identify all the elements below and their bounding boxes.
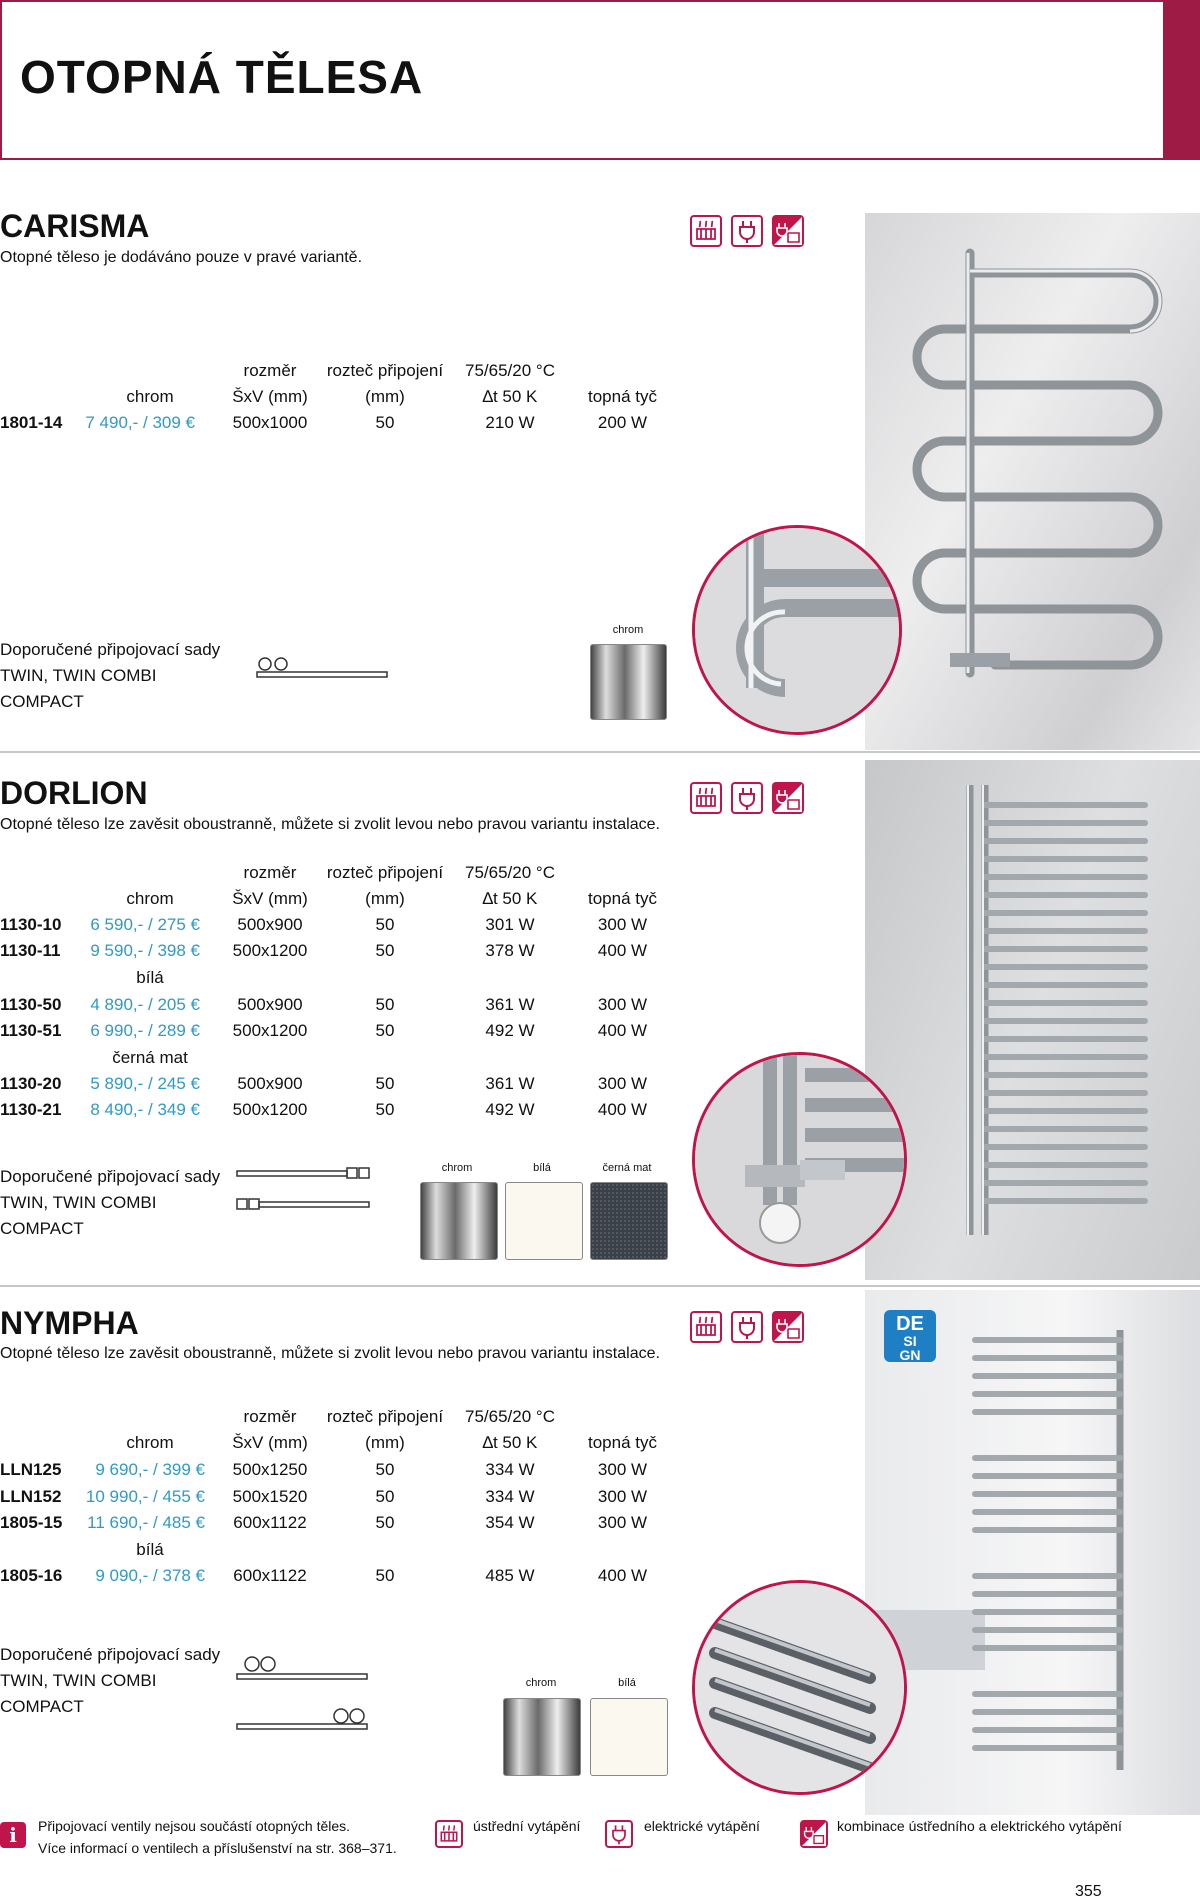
- swatch-chrom: [420, 1182, 498, 1260]
- connection-kit-icon: [235, 1165, 375, 1215]
- table-row-rod: 300 W: [597, 1460, 648, 1479]
- nympha-col-rod: topná tyč: [588, 1433, 657, 1452]
- dorlion-group-black: černá mat: [112, 1048, 188, 1067]
- central-heating-icon: [690, 215, 722, 247]
- swatch-black-matte: [590, 1182, 668, 1260]
- table-row-spacing: 50: [375, 1100, 395, 1119]
- table-row-output: 354 W: [485, 1513, 535, 1532]
- table-row-spacing: 50: [375, 1074, 395, 1093]
- nympha-col-size-bottom: ŠxV (mm): [232, 1433, 308, 1452]
- table-row-output: 378 W: [485, 941, 535, 960]
- table-row-output: 334 W: [485, 1460, 535, 1479]
- section-divider: [0, 751, 1200, 753]
- combined-heating-icon: [772, 1311, 804, 1343]
- connection-kit-icon: [255, 656, 395, 680]
- dorlion-col-size-bottom: ŠxV (mm): [232, 889, 308, 908]
- central-heating-icon: [435, 1820, 463, 1848]
- nympha-product-photo: [865, 1290, 1200, 1815]
- table-row-code: LLN125: [0, 1460, 62, 1479]
- nympha-subtitle: Otopné těleso lze zavěsit oboustranně, můžete si zvolit levou nebo pravou variantu instalace.: [0, 1345, 660, 1362]
- footer-note-line1: Připojovací ventily nejsou součástí otopných těles.: [38, 1818, 351, 1834]
- table-row-output: 361 W: [485, 1074, 535, 1093]
- footer-note-line2: Více informací o ventilech a příslušenství na str. 368–371.: [38, 1840, 397, 1856]
- table-row-output: 334 W: [485, 1487, 535, 1506]
- table-row-output: 492 W: [485, 1021, 535, 1040]
- table-row-size: 500x1200: [232, 941, 308, 960]
- table-row-rod: 400 W: [597, 1021, 648, 1040]
- connection-kit-icon: [235, 1650, 375, 1730]
- dorlion-group-chrom: chrom: [126, 889, 174, 908]
- nympha-col-spacing-top: rozteč připojení: [326, 1407, 444, 1426]
- table-row-rod: 300 W: [597, 1513, 648, 1532]
- table-row-spacing: 50: [375, 1566, 395, 1585]
- kit-label-line1: Doporučené připojovací sady: [0, 640, 221, 659]
- page-number: 355: [1075, 1883, 1102, 1900]
- design-badge-line3: GN: [899, 1347, 921, 1363]
- swatch-label-white: bílá: [533, 1162, 551, 1174]
- kit-label-line2: TWIN, TWIN COMBI: [0, 1671, 157, 1690]
- nympha-title: NYMPHA: [0, 1305, 139, 1341]
- table-row-rod: 400 W: [597, 941, 648, 960]
- table-row-price: 4 890,- / 205 €: [90, 995, 200, 1014]
- swatch-label-white: bílá: [618, 1677, 636, 1689]
- table-row-size: 500x1250: [232, 1460, 308, 1479]
- swatch-label-black: černá mat: [602, 1162, 652, 1174]
- table-row-spacing: 50: [375, 1021, 395, 1040]
- dorlion-col-temp-bottom: ∆t 50 K: [482, 889, 538, 908]
- combined-heating-icon: [772, 215, 804, 247]
- table-row-rod: 400 W: [597, 1566, 648, 1585]
- design-badge-line1: DE: [896, 1313, 924, 1335]
- table-row-price: 8 490,- / 349 €: [90, 1100, 200, 1119]
- kit-label-line3: COMPACT: [0, 692, 84, 711]
- carisma-title: CARISMA: [0, 208, 150, 244]
- dorlion-product-photo: [865, 760, 1200, 1280]
- table-row-size: 500x1520: [232, 1487, 308, 1506]
- table-row-output: 492 W: [485, 1100, 535, 1119]
- table-row-rod: 200 W: [597, 413, 648, 432]
- design-badge-line2: SI: [903, 1333, 917, 1349]
- central-heating-icon: [690, 1311, 722, 1343]
- table-row-size: 500x900: [237, 995, 303, 1014]
- table-row-price: 5 890,- / 245 €: [90, 1074, 200, 1093]
- section-divider: [0, 1285, 1200, 1287]
- swatch-chrom: [590, 644, 667, 720]
- table-row-rod: 300 W: [597, 915, 648, 934]
- legend-central-heating: ústřední vytápění: [473, 1818, 581, 1834]
- header-accent-bar: [1165, 0, 1200, 160]
- table-row-spacing: 50: [375, 915, 395, 934]
- table-row-size: 500x900: [237, 915, 303, 934]
- kit-label-line1: Doporučené připojovací sady: [0, 1167, 221, 1186]
- table-row-size: 600x1122: [233, 1566, 307, 1585]
- carisma-col-size-top: rozměr: [243, 361, 297, 380]
- carisma-detail-circle: [692, 525, 902, 735]
- carisma-col-temp-bottom: ∆t 50 K: [482, 387, 538, 406]
- dorlion-title: DORLION: [0, 775, 148, 811]
- kit-label-line2: TWIN, TWIN COMBI: [0, 1193, 157, 1212]
- table-row-spacing: 50: [375, 1513, 395, 1532]
- swatch-white: [505, 1182, 583, 1260]
- table-row-code: 1130-51: [0, 1021, 62, 1040]
- electric-heating-icon: [731, 1311, 763, 1343]
- dorlion-col-size-top: rozměr: [243, 863, 297, 882]
- carisma-col-rod: topná tyč: [588, 387, 657, 406]
- swatch-label-chrom: chrom: [441, 1162, 473, 1174]
- table-row-spacing: 50: [375, 1487, 395, 1506]
- table-row-code: 1805-16: [0, 1566, 63, 1585]
- swatch-chrom: [503, 1698, 581, 1776]
- table-row-price: 10 990,- / 455 €: [85, 1487, 205, 1506]
- table-row-price: 9 690,- / 399 €: [95, 1460, 205, 1479]
- dorlion-col-rod: topná tyč: [588, 889, 657, 908]
- table-row-output: 485 W: [485, 1566, 535, 1585]
- table-row-rod: 400 W: [597, 1100, 648, 1119]
- table-row-spacing: 50: [375, 413, 395, 432]
- kit-label-line2: TWIN, TWIN COMBI: [0, 666, 157, 685]
- table-row-output: 301 W: [485, 915, 535, 934]
- table-row-size: 500x1200: [232, 1100, 308, 1119]
- central-heating-icon: [690, 782, 722, 814]
- table-row-output: 361 W: [485, 995, 535, 1014]
- table-row-price: 7 490,- / 309 €: [85, 413, 195, 432]
- table-row-size: 500x900: [237, 1074, 303, 1093]
- combined-heating-icon: [772, 782, 804, 814]
- info-icon: i: [0, 1822, 26, 1848]
- dorlion-col-spacing-bottom: (mm): [365, 889, 405, 908]
- carisma-subtitle: Otopné těleso je dodáváno pouze v pravé variantě.: [0, 249, 363, 266]
- dorlion-col-temp-top: 75/65/20 °C: [465, 863, 555, 882]
- table-row-code: 1130-11: [0, 941, 61, 960]
- nympha-group-white: bílá: [136, 1540, 164, 1559]
- table-row-price: 11 690,- / 485 €: [87, 1513, 205, 1532]
- table-row-code: 1130-10: [0, 915, 62, 934]
- table-row-code: LLN152: [0, 1487, 62, 1506]
- table-row-price: 6 990,- / 289 €: [90, 1021, 200, 1040]
- table-row-spacing: 50: [375, 1460, 395, 1479]
- table-row-size: 500x1000: [232, 413, 308, 432]
- table-row-rod: 300 W: [597, 1074, 648, 1093]
- nympha-col-spacing-bottom: (mm): [365, 1433, 405, 1452]
- carisma-col-spacing-top: rozteč připojení: [326, 361, 444, 380]
- dorlion-group-white: bílá: [136, 968, 164, 987]
- table-row-size: 600x1122: [233, 1513, 307, 1532]
- swatch-label-chrom: chrom: [612, 624, 644, 636]
- nympha-col-temp-bottom: ∆t 50 K: [482, 1433, 538, 1452]
- table-row-code: 1805-15: [0, 1513, 63, 1532]
- electric-heating-icon: [605, 1820, 633, 1848]
- kit-label-line1: Doporučené připojovací sady: [0, 1645, 221, 1664]
- kit-label-line3: COMPACT: [0, 1697, 84, 1716]
- table-row-code: 1130-20: [0, 1074, 62, 1093]
- carisma-group-label: chrom: [126, 387, 174, 406]
- combined-heating-icon: [800, 1820, 828, 1848]
- table-row-code: 1130-50: [0, 995, 62, 1014]
- carisma-product-photo: [865, 213, 1200, 750]
- table-row-output: 210 W: [485, 413, 535, 432]
- page-title: OTOPNÁ TĚLESA: [20, 51, 424, 103]
- table-row-code: 1130-21: [0, 1100, 62, 1119]
- table-row-price: 6 590,- / 275 €: [90, 915, 200, 934]
- legend-electric-heating: elektrické vytápění: [644, 1818, 760, 1834]
- electric-heating-icon: [731, 215, 763, 247]
- kit-label-line3: COMPACT: [0, 1219, 84, 1238]
- table-row-rod: 300 W: [597, 1487, 648, 1506]
- swatch-white: [590, 1698, 668, 1776]
- table-row-code: 1801-14: [0, 413, 63, 432]
- nympha-col-temp-top: 75/65/20 °C: [465, 1407, 555, 1426]
- dorlion-detail-circle: [692, 1052, 907, 1267]
- electric-heating-icon: [731, 782, 763, 814]
- carisma-col-size-bottom: ŠxV (mm): [232, 387, 308, 406]
- swatch-label-chrom: chrom: [525, 1677, 557, 1689]
- nympha-col-size-top: rozměr: [243, 1407, 297, 1426]
- table-row-rod: 300 W: [597, 995, 648, 1014]
- carisma-col-temp-top: 75/65/20 °C: [465, 361, 555, 380]
- table-row-price: 9 090,- / 378 €: [95, 1566, 205, 1585]
- dorlion-subtitle: Otopné těleso lze zavěsit oboustranně, můžete si zvolit levou nebo pravou variantu instalace.: [0, 816, 660, 833]
- table-row-size: 500x1200: [232, 1021, 308, 1040]
- table-row-price: 9 590,- / 398 €: [90, 941, 200, 960]
- table-row-spacing: 50: [375, 941, 395, 960]
- legend-combined-heating: kombinace ústředního a elektrického vytápění: [837, 1818, 1122, 1834]
- dorlion-col-spacing-top: rozteč připojení: [326, 863, 444, 882]
- nympha-detail-circle: [692, 1580, 907, 1795]
- carisma-col-spacing-bottom: (mm): [365, 387, 405, 406]
- nympha-group-chrom: chrom: [126, 1433, 174, 1452]
- table-row-spacing: 50: [375, 995, 395, 1014]
- design-badge-icon: [884, 1310, 936, 1362]
